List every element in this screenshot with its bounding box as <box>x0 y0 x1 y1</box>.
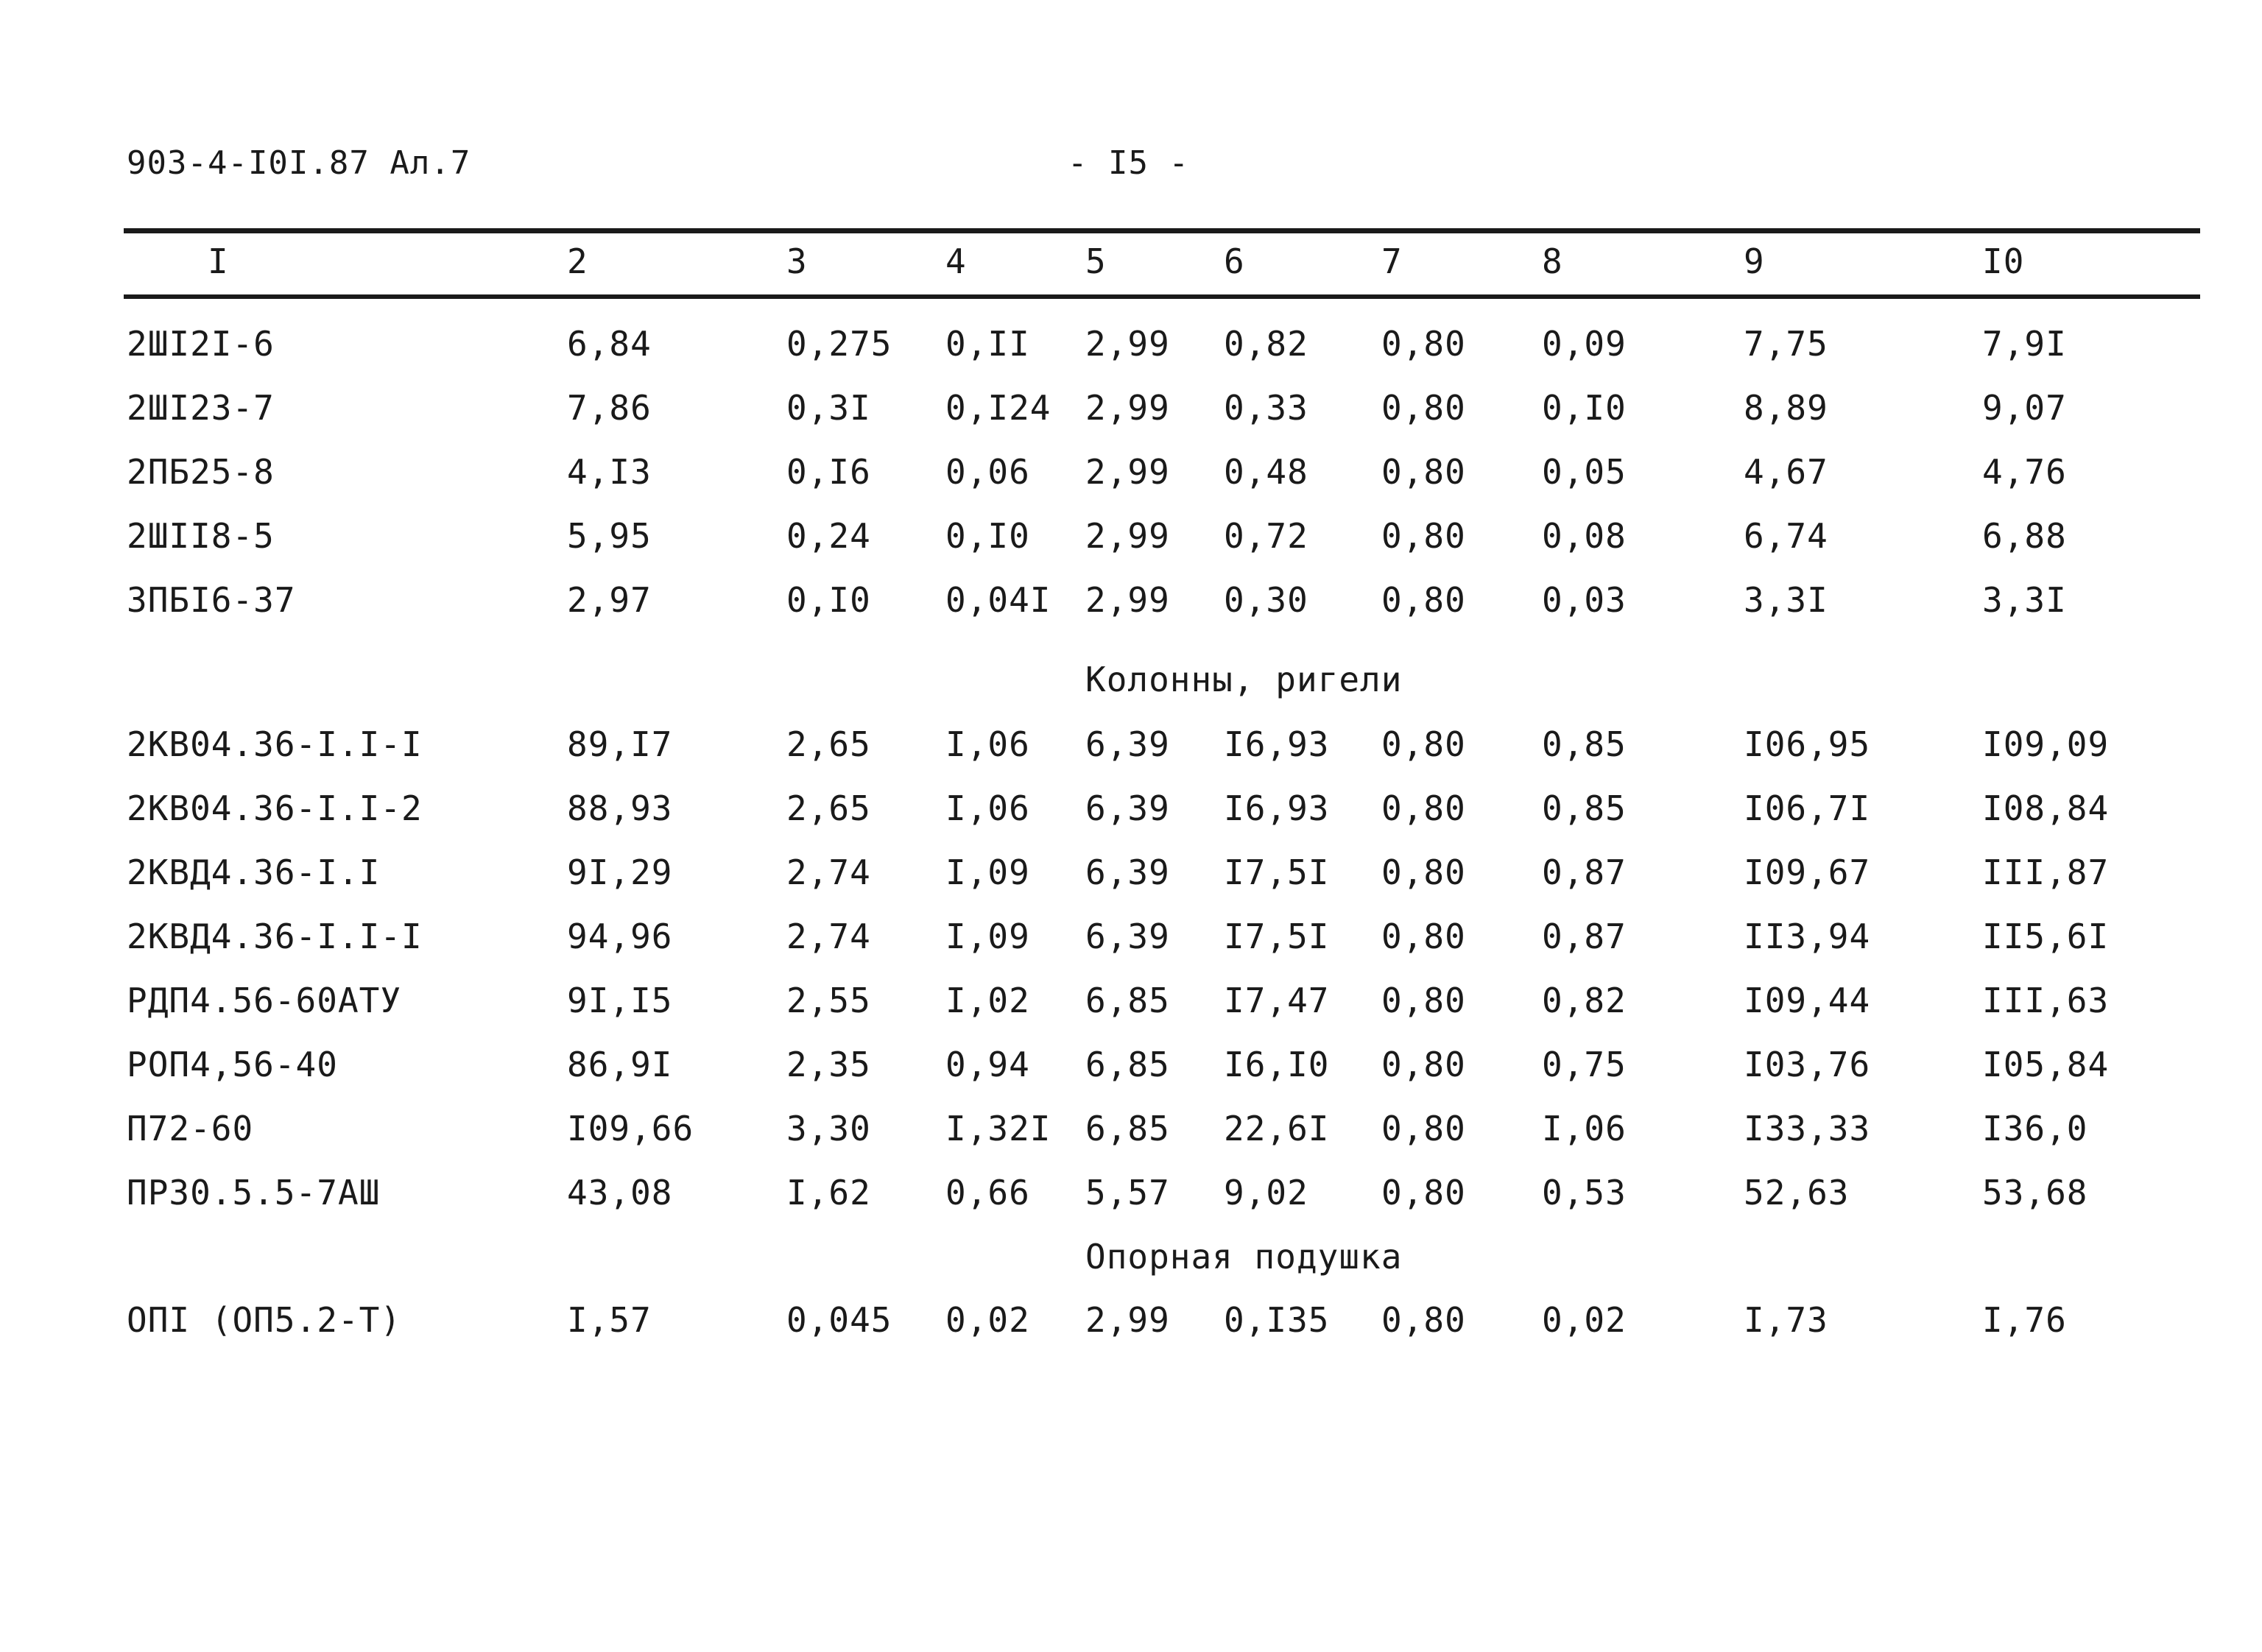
table-top-rule <box>124 228 2200 233</box>
value-cell: 53,68 <box>1982 1173 2088 1212</box>
value-cell: 0,02 <box>1542 1300 1627 1340</box>
table-row <box>0 580 2262 624</box>
table-row <box>0 1045 2262 1089</box>
value-cell: 5,95 <box>567 516 652 556</box>
value-cell: 7,9I <box>1982 324 2067 364</box>
value-cell: 3,3I <box>1744 580 1828 620</box>
item-name-cell: ОПI (ОП5.2-Т) <box>127 1300 402 1340</box>
value-cell: I,57 <box>567 1300 652 1340</box>
value-cell: I,09 <box>945 853 1030 892</box>
value-cell: I09,66 <box>567 1109 694 1148</box>
value-cell: 0,80 <box>1381 1045 1466 1084</box>
value-cell: I,76 <box>1982 1300 2067 1340</box>
column-header: 8 <box>1542 241 1563 281</box>
item-name-cell: 2ПБ25-8 <box>127 452 275 492</box>
item-name-cell: 2ШI23-7 <box>127 388 275 428</box>
value-cell: 0,80 <box>1381 788 1466 828</box>
value-cell: 6,39 <box>1085 788 1170 828</box>
value-cell: 0,275 <box>786 324 892 364</box>
value-cell: 0,48 <box>1224 452 1308 492</box>
column-header: 7 <box>1381 241 1403 281</box>
value-cell: 0,80 <box>1381 1300 1466 1340</box>
value-cell: 43,08 <box>567 1173 673 1212</box>
value-cell: 0,87 <box>1542 917 1627 956</box>
value-cell: 2,99 <box>1085 516 1170 556</box>
table-row <box>0 788 2262 833</box>
value-cell: 7,75 <box>1744 324 1828 364</box>
value-cell: 3,3I <box>1982 580 2067 620</box>
value-cell: 52,63 <box>1744 1173 1850 1212</box>
value-cell: I,02 <box>945 981 1030 1020</box>
value-cell: 0,02 <box>945 1300 1030 1340</box>
value-cell: 88,93 <box>567 788 673 828</box>
table-row <box>0 724 2262 769</box>
value-cell: 2,65 <box>786 788 871 828</box>
column-header: 6 <box>1224 241 1245 281</box>
table-row <box>0 516 2262 560</box>
value-cell: 0,87 <box>1542 853 1627 892</box>
value-cell: 6,39 <box>1085 724 1170 764</box>
item-name-cell: 2КВД4.36-I.I <box>127 853 381 892</box>
section-title-row <box>0 1237 2262 1281</box>
column-header: 3 <box>786 241 808 281</box>
value-cell: I09,44 <box>1744 981 1871 1020</box>
value-cell: I7,5I <box>1224 917 1330 956</box>
value-cell: I,06 <box>945 788 1030 828</box>
value-cell: II3,94 <box>1744 917 1871 956</box>
value-cell: 0,24 <box>786 516 871 556</box>
table-header-row <box>0 241 2262 286</box>
value-cell: I33,33 <box>1744 1109 1871 1148</box>
value-cell: 6,39 <box>1085 853 1170 892</box>
table-row <box>0 324 2262 368</box>
value-cell: 2,55 <box>786 981 871 1020</box>
value-cell: 9,07 <box>1982 388 2067 428</box>
item-name-cell: П72-60 <box>127 1109 254 1148</box>
value-cell: 2,99 <box>1085 388 1170 428</box>
value-cell: I,06 <box>945 724 1030 764</box>
value-cell: 0,I24 <box>945 388 1051 428</box>
value-cell: I6,93 <box>1224 788 1330 828</box>
value-cell: 0,66 <box>945 1173 1030 1212</box>
value-cell: 6,88 <box>1982 516 2067 556</box>
column-header: 2 <box>567 241 588 281</box>
item-name-cell: ПР30.5.5-7АШ <box>127 1173 381 1212</box>
value-cell: I,06 <box>1542 1109 1627 1148</box>
item-name-cell: РОП4,56-40 <box>127 1045 338 1084</box>
table-row <box>0 388 2262 432</box>
value-cell: I09,09 <box>1982 724 2110 764</box>
section-title: Опорная подушка <box>1085 1237 1403 1277</box>
item-name-cell: РДП4.56-60АТУ <box>127 981 402 1020</box>
value-cell: 6,84 <box>567 324 652 364</box>
value-cell: 4,76 <box>1982 452 2067 492</box>
table-row <box>0 981 2262 1025</box>
value-cell: 0,82 <box>1224 324 1308 364</box>
value-cell: I06,7I <box>1744 788 1871 828</box>
value-cell: 0,30 <box>1224 580 1308 620</box>
value-cell: 22,6I <box>1224 1109 1330 1148</box>
value-cell: 6,74 <box>1744 516 1828 556</box>
value-cell: 9,02 <box>1224 1173 1308 1212</box>
table-row <box>0 452 2262 496</box>
value-cell: 0,I6 <box>786 452 871 492</box>
table-row <box>0 853 2262 897</box>
value-cell: I6,I0 <box>1224 1045 1330 1084</box>
section-title-row <box>0 660 2262 704</box>
value-cell: 0,08 <box>1542 516 1627 556</box>
table-row <box>0 1173 2262 1217</box>
value-cell: I,09 <box>945 917 1030 956</box>
value-cell: 0,80 <box>1381 516 1466 556</box>
value-cell: I05,84 <box>1982 1045 2110 1084</box>
value-cell: 0,80 <box>1381 917 1466 956</box>
value-cell: 0,80 <box>1381 388 1466 428</box>
value-cell: 0,80 <box>1381 452 1466 492</box>
value-cell: 6,85 <box>1085 1045 1170 1084</box>
value-cell: 2,99 <box>1085 1300 1170 1340</box>
value-cell: 4,67 <box>1744 452 1828 492</box>
value-cell: 0,94 <box>945 1045 1030 1084</box>
value-cell: 0,04I <box>945 580 1051 620</box>
value-cell: 0,72 <box>1224 516 1308 556</box>
value-cell: 5,57 <box>1085 1173 1170 1212</box>
value-cell: 2,65 <box>786 724 871 764</box>
value-cell: I7,47 <box>1224 981 1330 1020</box>
value-cell: 7,86 <box>567 388 652 428</box>
value-cell: 0,06 <box>945 452 1030 492</box>
value-cell: 0,80 <box>1381 853 1466 892</box>
value-cell: III,63 <box>1982 981 2110 1020</box>
value-cell: 0,I35 <box>1224 1300 1330 1340</box>
value-cell: 0,80 <box>1381 1173 1466 1212</box>
item-name-cell: 2ШI2I-6 <box>127 324 275 364</box>
table-row <box>0 917 2262 961</box>
value-cell: 0,82 <box>1542 981 1627 1020</box>
value-cell: 89,I7 <box>567 724 673 764</box>
value-cell: 0,85 <box>1542 724 1627 764</box>
value-cell: I03,76 <box>1744 1045 1871 1084</box>
value-cell: 6,39 <box>1085 917 1170 956</box>
value-cell: II5,6I <box>1982 917 2110 956</box>
value-cell: 4,I3 <box>567 452 652 492</box>
section-title: Колонны, ригели <box>1085 660 1403 699</box>
value-cell: 0,II <box>945 324 1030 364</box>
value-cell: I,62 <box>786 1173 871 1212</box>
value-cell: I06,95 <box>1744 724 1871 764</box>
item-name-cell: 2КВ04.36-I.I-2 <box>127 788 423 828</box>
value-cell: 0,85 <box>1542 788 1627 828</box>
value-cell: 0,53 <box>1542 1173 1627 1212</box>
column-header: 9 <box>1744 241 1765 281</box>
value-cell: 2,99 <box>1085 324 1170 364</box>
value-cell: 0,80 <box>1381 981 1466 1020</box>
value-cell: I,73 <box>1744 1300 1828 1340</box>
page-number: - I5 - <box>1068 144 1189 182</box>
column-header: I0 <box>1982 241 2025 281</box>
value-cell: I09,67 <box>1744 853 1871 892</box>
document-code: 903-4-I0I.87 Ал.7 <box>127 144 471 182</box>
value-cell: 0,I0 <box>1542 388 1627 428</box>
item-name-cell: 2КВД4.36-I.I-I <box>127 917 423 956</box>
column-header: I <box>208 241 229 281</box>
value-cell: 0,03 <box>1542 580 1627 620</box>
item-name-cell: 2КВ04.36-I.I-I <box>127 724 423 764</box>
value-cell: 0,045 <box>786 1300 892 1340</box>
value-cell: 86,9I <box>567 1045 673 1084</box>
value-cell: 0,I0 <box>786 580 871 620</box>
value-cell: III,87 <box>1982 853 2110 892</box>
value-cell: 94,96 <box>567 917 673 956</box>
table-header-rule <box>124 294 2200 299</box>
value-cell: 2,74 <box>786 917 871 956</box>
value-cell: 0,09 <box>1542 324 1627 364</box>
value-cell: 6,85 <box>1085 1109 1170 1148</box>
value-cell: 0,80 <box>1381 724 1466 764</box>
column-header: 5 <box>1085 241 1107 281</box>
value-cell: 2,97 <box>567 580 652 620</box>
item-name-cell: 3ПБI6-37 <box>127 580 296 620</box>
value-cell: 0,80 <box>1381 324 1466 364</box>
value-cell: 2,35 <box>786 1045 871 1084</box>
value-cell: 3,30 <box>786 1109 871 1148</box>
value-cell: 2,74 <box>786 853 871 892</box>
value-cell: I7,5I <box>1224 853 1330 892</box>
table-row <box>0 1300 2262 1344</box>
item-name-cell: 2ШII8-5 <box>127 516 275 556</box>
value-cell: 0,33 <box>1224 388 1308 428</box>
value-cell: I6,93 <box>1224 724 1330 764</box>
value-cell: 9I,29 <box>567 853 673 892</box>
value-cell: 0,80 <box>1381 580 1466 620</box>
value-cell: 0,75 <box>1542 1045 1627 1084</box>
value-cell: I,32I <box>945 1109 1051 1148</box>
value-cell: 0,3I <box>786 388 871 428</box>
value-cell: 2,99 <box>1085 580 1170 620</box>
value-cell: I08,84 <box>1982 788 2110 828</box>
value-cell: 0,I0 <box>945 516 1030 556</box>
table-row <box>0 1109 2262 1153</box>
value-cell: 0,80 <box>1381 1109 1466 1148</box>
value-cell: 8,89 <box>1744 388 1828 428</box>
value-cell: 6,85 <box>1085 981 1170 1020</box>
value-cell: 9I,I5 <box>567 981 673 1020</box>
value-cell: 2,99 <box>1085 452 1170 492</box>
value-cell: 0,05 <box>1542 452 1627 492</box>
column-header: 4 <box>945 241 967 281</box>
value-cell: I36,0 <box>1982 1109 2088 1148</box>
